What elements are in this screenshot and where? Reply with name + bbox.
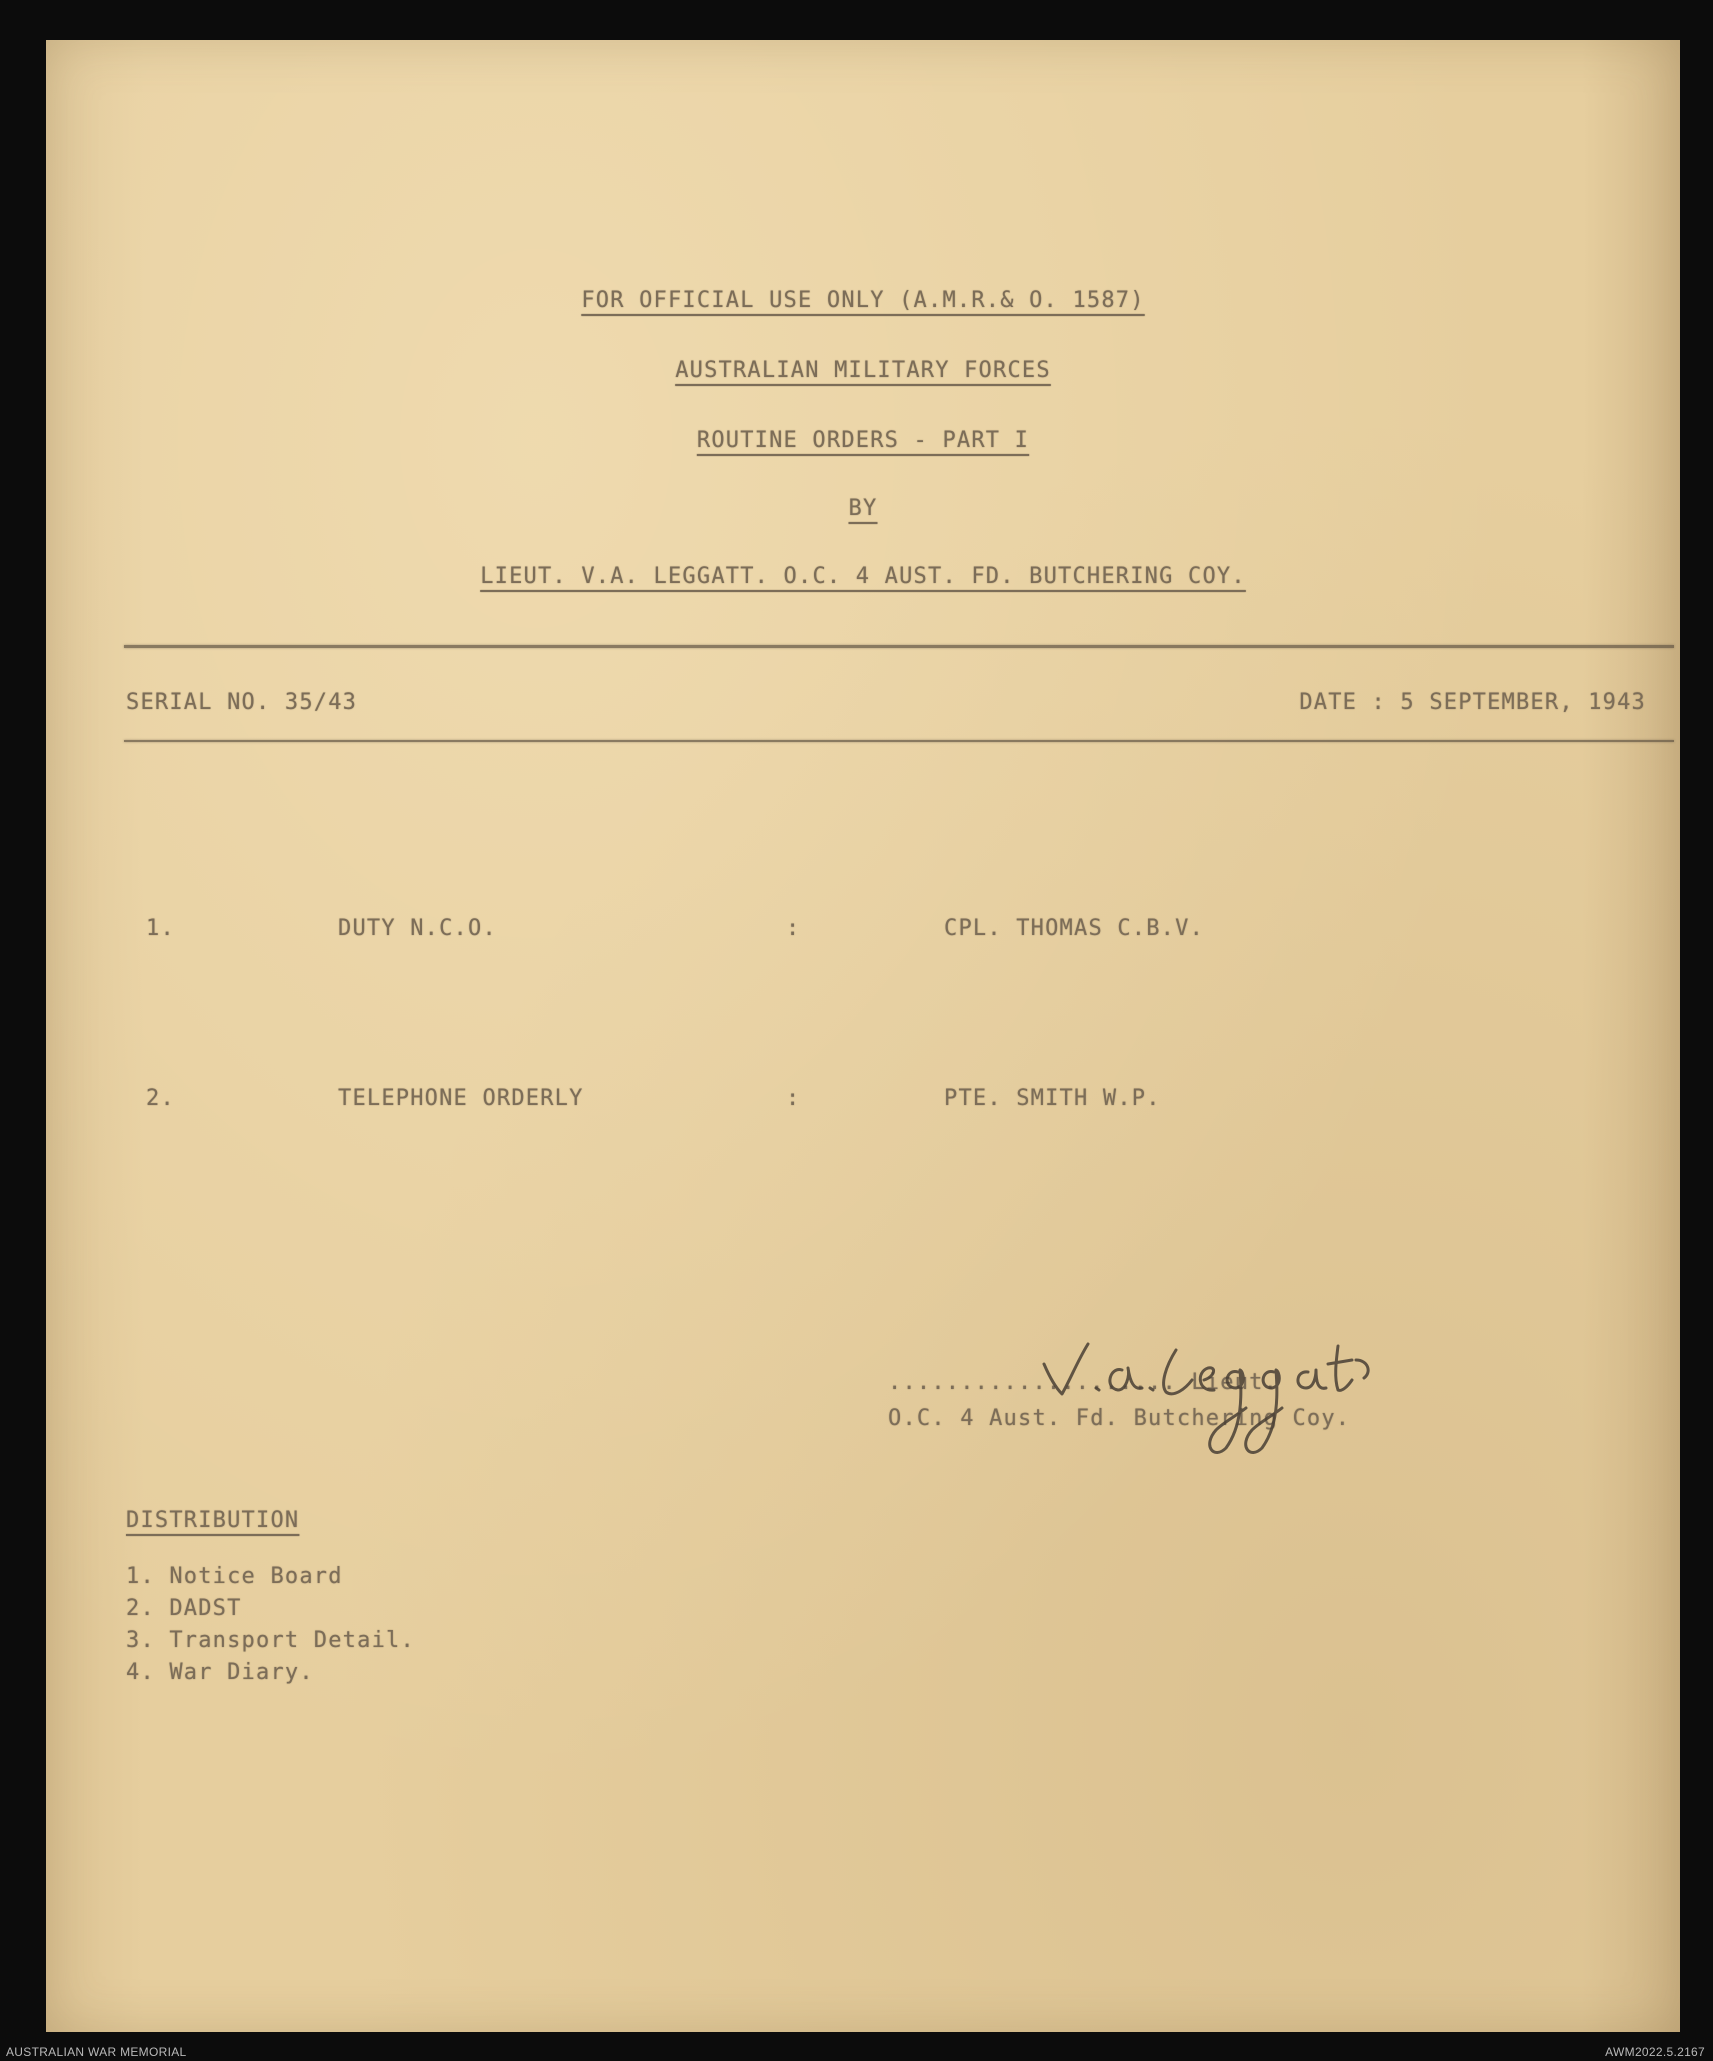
item-value: CPL. THOMAS C.B.V. xyxy=(944,916,1205,941)
item-separator: : xyxy=(786,916,801,941)
footer-source: AUSTRALIAN WAR MEMORIAL xyxy=(6,2045,187,2059)
divider-bottom xyxy=(124,740,1674,742)
signature-dots: .................... xyxy=(888,1370,1177,1395)
item-value: PTE. SMITH W.P. xyxy=(944,1086,1161,1111)
footer-accession: AWM2022.5.2167 xyxy=(1605,2045,1705,2059)
header-by: BY xyxy=(848,496,878,521)
serial-number: SERIAL NO. 35/43 xyxy=(126,690,358,715)
header-official-use: FOR OFFICIAL USE ONLY (A.M.R.& O. 1587) xyxy=(581,288,1145,313)
order-date: DATE : 5 SEPTEMBER, 1943 xyxy=(1299,690,1646,715)
signature-unit: O.C. 4 Aust. Fd. Butchering Coy. xyxy=(888,1406,1351,1431)
distribution-heading: DISTRIBUTION xyxy=(126,1508,300,1533)
distribution-item: 3. Transport Detail. xyxy=(126,1628,415,1653)
handwritten-signature xyxy=(1026,1326,1386,1476)
signature-rank: Lieut. xyxy=(1191,1370,1279,1395)
distribution-item: 2. DADST xyxy=(126,1596,242,1621)
distribution-item: 4. War Diary. xyxy=(126,1660,314,1685)
item-label: DUTY N.C.O. xyxy=(338,916,497,941)
header-routine-orders: ROUTINE ORDERS - PART I xyxy=(696,428,1030,453)
item-number: 2. xyxy=(146,1086,175,1111)
item-label: TELEPHONE ORDERLY xyxy=(338,1086,584,1111)
header-issuer: LIEUT. V.A. LEGGATT. O.C. 4 AUST. FD. BUTCHERING COY. xyxy=(480,564,1246,589)
item-number: 1. xyxy=(146,916,175,941)
divider-top xyxy=(124,645,1674,648)
item-separator: : xyxy=(786,1086,801,1111)
header-forces: AUSTRALIAN MILITARY FORCES xyxy=(675,358,1051,383)
document-page xyxy=(46,40,1680,2032)
distribution-item: 1. Notice Board xyxy=(126,1564,343,1589)
